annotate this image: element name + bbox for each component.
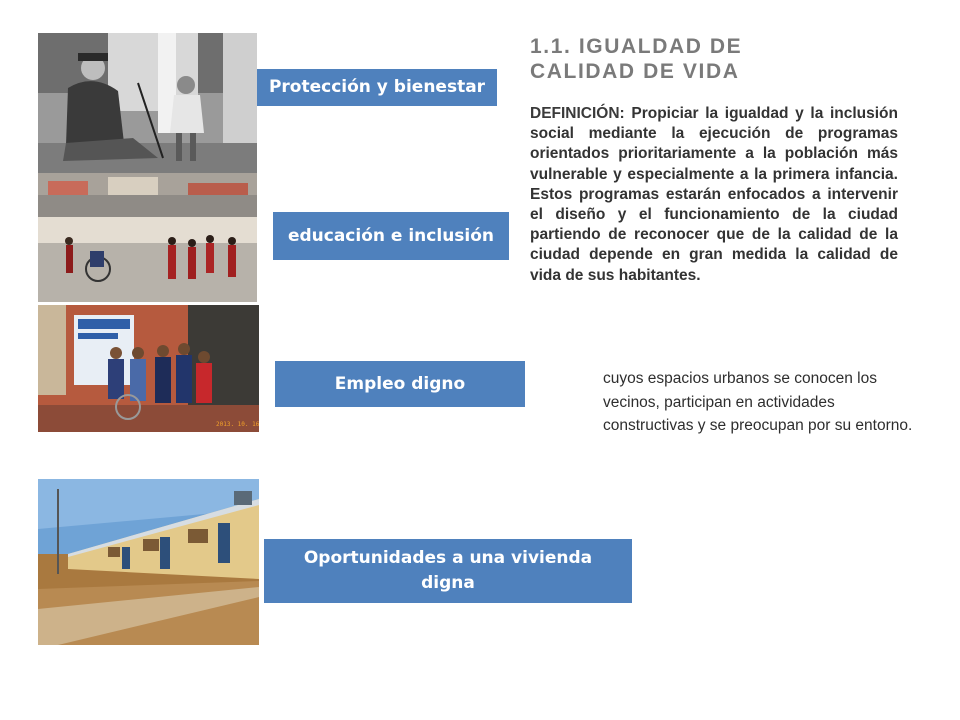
photo-date-stamp: 2013. 10. 16 [216, 421, 259, 428]
definition-paragraph [530, 104, 898, 286]
definition-text: Propiciar la igualdad y la inclusión social mediante la ejecución de programas orientados prioritariamente a la población más vulnerable y especialmente a la primera infancia. Estos programas estarán enfocados a intervenir el diseño y el funcionamiento de la ciudad partiendo de reconocer que de la calidad de la ciudad depende en gran medida la calidad de vida de sus habitantes. [530, 105, 898, 284]
label-educacion-inclusion: educación e inclusión [273, 212, 509, 260]
photo-schoolchildren-wheelchair [38, 173, 257, 302]
section-heading [530, 34, 742, 84]
photo-row-of-houses [38, 479, 259, 645]
continuation-note: cuyos espacios urbanos se conocen los vecinos, participan en actividades constructivas y se preocupan por su entorno. [603, 370, 913, 434]
photo-elderly-man-and-child [38, 33, 257, 173]
photo-group-with-banner [38, 305, 259, 432]
label-vivienda-digna: Oportunidades a una vivienda digna [264, 539, 632, 603]
label-proteccion-bienestar: Protección y bienestar [257, 69, 497, 106]
definition-term: DEFINICIÓN: [530, 105, 625, 122]
heading-line-2: CALIDAD DE VIDA [530, 60, 740, 83]
label-empleo-digno: Empleo digno [275, 361, 525, 407]
heading-line-1: 1.1. IGUALDAD DE [530, 35, 743, 58]
